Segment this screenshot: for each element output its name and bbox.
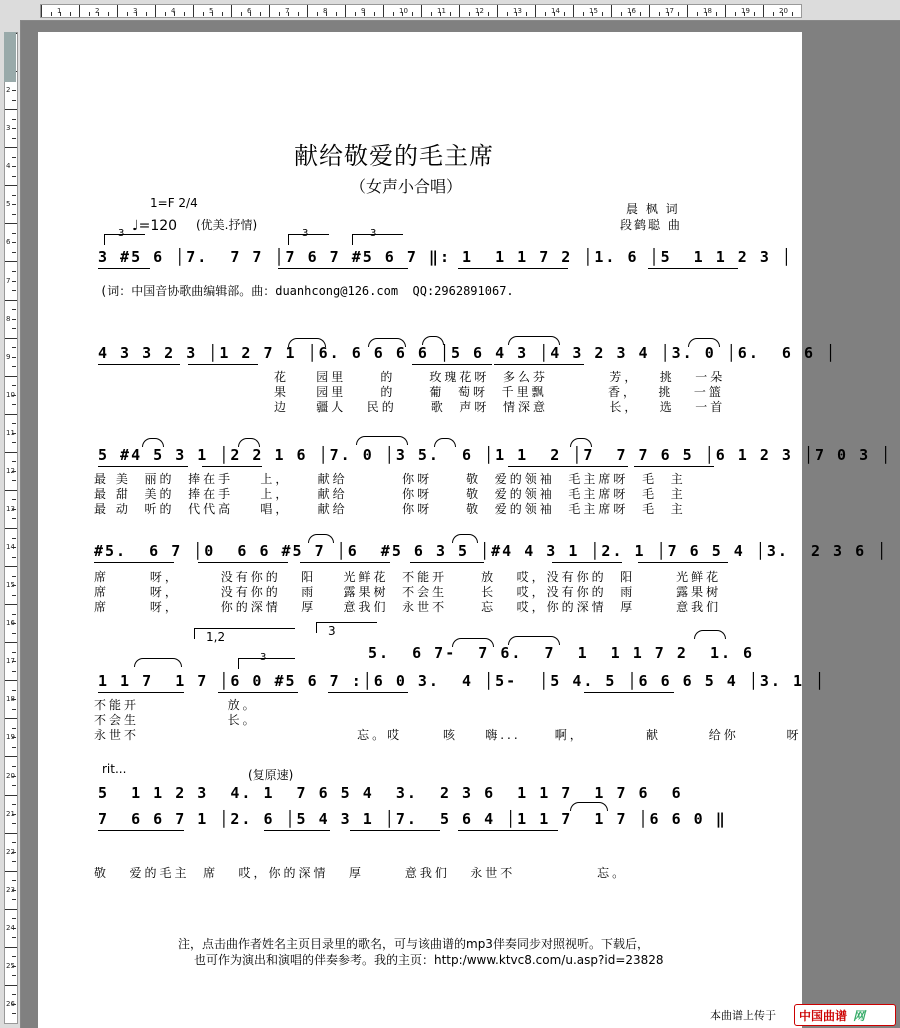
slur <box>508 336 560 345</box>
beam <box>648 268 738 269</box>
footer-note-line-2: 也可作为演出和演唱的伴奏参考。我的主页：http:/www.ktvc8.com/u.asp?id=23828 <box>194 953 664 967</box>
site-name-suffix: 网 <box>853 1009 866 1023</box>
top-ruler-track <box>40 4 802 18</box>
triplet-number: 3 <box>302 228 309 239</box>
slur <box>288 338 326 347</box>
ruler-number: 15 <box>589 7 598 15</box>
ruler-tick <box>5 338 17 339</box>
ruler-tick <box>583 12 584 16</box>
ruler-tick <box>374 12 375 16</box>
ruler-tick <box>203 12 204 16</box>
lyrics-row-2-verse-2: 果 园里 的 葡 萄呀 千里飘 香， 挑 一篮 <box>274 385 724 399</box>
ruler-tick <box>12 937 16 938</box>
ruler-tick <box>12 366 16 367</box>
ruler-tick <box>535 5 536 17</box>
ruler-number: 8 <box>323 7 328 15</box>
ruler-tick <box>12 271 16 272</box>
ruler-tick <box>12 975 16 976</box>
ruler-tick <box>12 557 16 558</box>
ruler-tick <box>5 185 17 186</box>
beam <box>552 562 622 563</box>
ruler-tick <box>640 12 641 16</box>
ruler-tick <box>12 90 16 91</box>
triplet-number: 3 <box>370 228 377 239</box>
ruler-tick <box>12 195 16 196</box>
ruler-number: 2 <box>95 7 100 15</box>
lyrics-row-2-verse-3: 边 疆人 民的 歌 声呀 情深意 长， 选 一首 <box>274 400 726 414</box>
ruler-tick <box>12 347 16 348</box>
ruler-number: 14 <box>551 7 560 15</box>
ruler-number: 22 <box>6 847 15 856</box>
ruler-tick <box>12 166 16 167</box>
beam <box>98 364 180 365</box>
left-ruler-track <box>4 32 18 1024</box>
beam <box>458 268 568 269</box>
ruler-tick <box>70 12 71 16</box>
ruler-tick <box>12 157 16 158</box>
ruler-tick <box>659 12 660 16</box>
ruler-tick <box>12 918 16 919</box>
beam <box>458 830 558 831</box>
ruler-tick <box>12 204 16 205</box>
beam <box>202 466 262 467</box>
ruler-tick <box>193 5 194 17</box>
ruler-tick <box>12 252 16 253</box>
ruler-tick <box>5 300 17 301</box>
triplet-bracket <box>104 234 145 245</box>
ruler-tick <box>12 385 16 386</box>
beam <box>98 466 188 467</box>
triplet-bracket <box>288 234 329 245</box>
ruler-tick <box>222 12 223 16</box>
ruler-number: 25 <box>6 961 15 970</box>
ruler-tick <box>687 5 688 17</box>
ruler-tick <box>12 309 16 310</box>
beam <box>328 692 408 693</box>
ruler-tick <box>12 100 16 101</box>
ruler-number: 20 <box>779 7 788 15</box>
slur <box>570 802 608 811</box>
lyrics-row-3-verse-3: 最 动 听的 代代高 唱， 献给 你呀 敬 爱的领袖 毛主席呀 毛 主 <box>94 502 686 516</box>
ruler-tick <box>51 12 52 16</box>
ruler-tick <box>184 12 185 16</box>
ruler-tick <box>12 281 16 282</box>
lyrics-row-5-verse-2: 不会生 长。 <box>94 713 258 727</box>
ruler-tick <box>5 756 17 757</box>
beam <box>218 692 298 693</box>
lyrics-row-4-verse-1: 席 呀， 没有你的 阳 光鲜花 不能开 放 哎，没有你的 阳 光鲜花 <box>94 570 722 584</box>
ruler-tick <box>488 12 489 16</box>
expression-marking: (优美.抒情) <box>196 218 258 232</box>
ruler-tick <box>5 414 17 415</box>
composer: 段鹤聪 曲 <box>620 218 682 232</box>
ruler-tick <box>421 5 422 17</box>
notation-row-1: 3 #5 6 │7. 7 7 │7 6 7 #5 6 7 ‖: 1 1 1 7 2 │1. 6 │5 1 1 2 3 │ <box>98 248 793 266</box>
ruler-number: 11 <box>6 428 15 437</box>
ruler-tick <box>108 12 109 16</box>
ruler-tick <box>716 12 717 16</box>
beam <box>410 562 484 563</box>
ruler-number: 19 <box>741 7 750 15</box>
ruler-tick <box>12 842 16 843</box>
ruler-tick <box>383 5 384 17</box>
ruler-number: 8 <box>6 314 11 323</box>
ruler-number: 19 <box>6 733 15 742</box>
ruler-number: 9 <box>361 7 366 15</box>
ruler-tick <box>5 147 17 148</box>
ruler-tick <box>12 138 16 139</box>
ruler-number: 23 <box>6 885 15 894</box>
ruler-tick <box>5 642 17 643</box>
ruler-tick <box>773 12 774 16</box>
ruler-tick <box>611 5 612 17</box>
ruler-tick <box>5 109 17 110</box>
ruler-tick <box>12 576 16 577</box>
ruler-number: 18 <box>6 695 15 704</box>
ruler-tick <box>260 12 261 16</box>
triplet-bracket <box>238 658 295 669</box>
ruler-tick <box>564 12 565 16</box>
ruler-tick <box>459 5 460 17</box>
ruler-tick <box>12 595 16 596</box>
ruler-tick <box>12 747 16 748</box>
ruler-tick <box>279 12 280 16</box>
notation-row-3: 5 #4 5 3 1 │2 2 1 6 │7. 0 │3 5. 6 │1 1 2 │7 7 7 6 5 │6 1 2 3 │7 0 3 │ <box>98 446 893 464</box>
song-title: 献给敬爱的毛主席 <box>294 142 494 170</box>
ruler-tick <box>649 5 650 17</box>
credit-line: (词：中国音协歌曲编辑部。曲：duanhcong@126.com QQ:2962891067. <box>100 284 514 298</box>
ruler-tick <box>12 319 16 320</box>
beam <box>94 562 174 563</box>
ruler-margin-handle[interactable] <box>4 32 16 82</box>
beam <box>98 830 184 831</box>
ruler-tick <box>336 12 337 16</box>
lyrics-row-3-verse-1: 最 美 丽的 捧在手 上， 献给 你呀 敬 爱的领袖 毛主席呀 毛 主 <box>94 472 686 486</box>
notation-row-5-upper: 5. 6 7- 7 6. 7 1 1 1 7 2 1. 6 <box>368 644 755 662</box>
ruler-number: 18 <box>703 7 712 15</box>
ruler-tick <box>12 709 16 710</box>
ruler-tick <box>412 12 413 16</box>
slur <box>134 658 182 667</box>
ruler-tick <box>355 12 356 16</box>
slur <box>368 338 406 347</box>
ruler-number: 17 <box>665 7 674 15</box>
ritardando-marking: rit... <box>102 762 127 776</box>
ruler-tick <box>450 12 451 16</box>
ruler-tick <box>12 214 16 215</box>
ruler-number: 4 <box>171 7 176 15</box>
ruler-number: 9 <box>6 352 11 361</box>
ruler-tick <box>12 861 16 862</box>
ruler-number: 13 <box>6 504 15 513</box>
lyrics-row-2-verse-1: 花 园里 的 玫瑰花呀 多么芬 芳， 挑 一朵 <box>274 370 726 384</box>
ruler-tick <box>127 12 128 16</box>
ruler-tick <box>12 119 16 120</box>
ruler-tick <box>12 728 16 729</box>
beam <box>264 830 330 831</box>
lyrics-row-5-verse-1: 不能开 放。 <box>94 698 258 712</box>
ruler-number: 4 <box>6 162 11 171</box>
lyrics-row-3-verse-2: 最 甜 美的 捧在手 上， 献给 你呀 敬 爱的领袖 毛主席呀 毛 主 <box>94 487 686 501</box>
beam <box>188 364 258 365</box>
ruler-tick <box>12 357 16 358</box>
top-ruler <box>0 0 900 21</box>
ruler-number: 14 <box>6 543 15 552</box>
ruler-tick <box>12 423 16 424</box>
beam <box>584 692 674 693</box>
ruler-number: 3 <box>133 7 138 15</box>
ruler-tick <box>5 680 17 681</box>
ruler-tick <box>621 12 622 16</box>
ruler-tick <box>12 233 16 234</box>
upload-label: 本曲谱上传于 <box>710 1009 776 1022</box>
beam <box>198 562 288 563</box>
beam <box>508 466 628 467</box>
ruler-tick <box>602 12 603 16</box>
ruler-tick <box>317 12 318 16</box>
ruler-tick <box>146 12 147 16</box>
ruler-tick <box>12 614 16 615</box>
ruler-number: 5 <box>6 200 11 209</box>
ruler-tick <box>12 176 16 177</box>
ruler-number: 10 <box>399 7 408 15</box>
ruler-number: 3 <box>6 124 11 133</box>
beam <box>300 562 390 563</box>
ruler-number: 2 <box>6 86 11 95</box>
ruler-tick <box>5 985 17 986</box>
ruler-tick <box>155 5 156 17</box>
ruler-tick <box>231 5 232 17</box>
ruler-tick <box>5 604 17 605</box>
ruler-tick <box>697 12 698 16</box>
slur <box>694 630 726 639</box>
slur <box>308 534 334 543</box>
ruler-tick <box>12 461 16 462</box>
site-name: 中国曲谱 <box>799 1009 848 1023</box>
ruler-number: 13 <box>513 7 522 15</box>
ruler-number: 20 <box>6 771 15 780</box>
ruler-number: 5 <box>209 7 214 15</box>
ruler-tick <box>12 671 16 672</box>
ruler-number: 11 <box>437 7 446 15</box>
ruler-tick <box>393 12 394 16</box>
ruler-tick <box>5 528 17 529</box>
triplet-number: 3 <box>260 652 267 663</box>
ruler-tick <box>307 5 308 17</box>
slur <box>238 438 260 447</box>
lyrics-row-4-verse-3: 席 呀， 你的深情 厚 意我们 永世不 忘 哎，你的深情 厚 意我们 <box>94 600 722 614</box>
volta-1-label: 1,2 <box>206 630 226 644</box>
ruler-tick <box>12 652 16 653</box>
ruler-tick <box>526 12 527 16</box>
ruler-tick <box>5 795 17 796</box>
left-ruler <box>0 20 21 1028</box>
ruler-number: 16 <box>627 7 636 15</box>
ruler-tick <box>12 1013 16 1014</box>
ruler-number: 24 <box>6 923 15 932</box>
beam <box>494 364 584 365</box>
beam <box>634 466 714 467</box>
ruler-tick <box>5 947 17 948</box>
slur <box>452 534 478 543</box>
beam <box>98 692 184 693</box>
ruler-tick <box>12 499 16 500</box>
slur <box>356 436 408 445</box>
tempo-marking: ♩=120 <box>132 218 178 234</box>
beam <box>278 268 408 269</box>
ruler-tick <box>12 823 16 824</box>
ruler-tick <box>5 261 17 262</box>
footer-note-line-1: 注，点击曲作者姓名主页目录里的歌名，可与该曲谱的mp3伴奏同步对照视听。下载后， <box>178 937 649 951</box>
notation-row-6: 7 6 6 7 1 │2. 6 │5 4 3 1 │7. 5 6 4 │1 1 7 1 7 │6 6 0 ‖ <box>98 810 727 828</box>
ruler-tick <box>12 480 16 481</box>
ruler-tick <box>469 12 470 16</box>
ruler-tick <box>298 12 299 16</box>
ruler-tick <box>12 956 16 957</box>
ruler-tick <box>117 5 118 17</box>
key-signature: 1=F 2/4 <box>150 196 198 210</box>
ruler-tick <box>345 5 346 17</box>
ruler-number: 12 <box>475 7 484 15</box>
ruler-tick <box>5 566 17 567</box>
ruler-tick <box>763 5 764 17</box>
lyrics-row-6: 敬 爱的毛主 席 哎，你的深情 厚 意我们 永世不 忘。 <box>94 866 628 880</box>
ruler-tick <box>431 12 432 16</box>
ruler-tick <box>12 633 16 634</box>
ruler-tick <box>792 12 793 16</box>
ruler-tick <box>12 242 16 243</box>
lyrics-row-5-verse-3: 永世不 忘。哎 咳 嗨... 啊， 献 给你 呀 <box>94 728 802 742</box>
ruler-number: 6 <box>6 238 11 247</box>
ruler-tick <box>12 994 16 995</box>
ruler-tick <box>545 12 546 16</box>
ruler-tick <box>12 880 16 881</box>
ruler-tick <box>573 5 574 17</box>
volta-2-label: 3 <box>328 624 336 638</box>
upload-branding <box>700 1002 900 1028</box>
notation-row-6-upper: 5 1 1 2 3 4. 1 7 6 5 4 3. 2 3 6 1 1 7 1 7 6 6 <box>98 784 683 802</box>
ruler-tick <box>5 452 17 453</box>
ruler-tick <box>12 690 16 691</box>
ruler-number: 7 <box>6 276 11 285</box>
ruler-tick <box>89 12 90 16</box>
volta-bracket-2 <box>316 622 377 633</box>
ruler-number: 26 <box>6 999 15 1008</box>
slur <box>452 638 494 647</box>
beam <box>98 268 150 269</box>
ruler-tick <box>5 490 17 491</box>
ruler-tick <box>12 538 16 539</box>
slur <box>142 438 164 447</box>
ruler-tick <box>5 871 17 872</box>
ruler-number: 12 <box>6 466 15 475</box>
ruler-tick <box>12 328 16 329</box>
slur <box>434 438 456 447</box>
song-subtitle: （女声小合唱） <box>350 177 463 196</box>
ruler-number: 21 <box>6 809 15 818</box>
ruler-tick <box>725 5 726 17</box>
ruler-tick <box>12 785 16 786</box>
beam <box>412 364 492 365</box>
ruler-tick <box>12 442 16 443</box>
ruler-number: 16 <box>6 619 15 628</box>
ruler-tick <box>5 833 17 834</box>
ruler-number: 7 <box>285 7 290 15</box>
lyricist: 晨 枫 词 <box>626 202 680 216</box>
ruler-number: 1 <box>57 7 62 15</box>
ruler-tick <box>12 804 16 805</box>
ruler-tick <box>165 12 166 16</box>
ruler-tick <box>678 12 679 16</box>
ruler-tick <box>12 128 16 129</box>
notation-row-4: #5. 6 7 │0 6 6 #5 7 │6 #5 6 3 5 │#4 4 3 1 │2. 1 │7 6 5 4 │3. 2 3 6 │ <box>94 542 889 560</box>
ruler-tick <box>5 718 17 719</box>
ruler-tick <box>12 899 16 900</box>
ruler-number: 10 <box>6 390 15 399</box>
site-logo[interactable] <box>794 1004 896 1026</box>
a-tempo-marking: (复原速) <box>248 768 294 782</box>
triplet-number: 3 <box>118 228 125 239</box>
ruler-tick <box>754 12 755 16</box>
ruler-tick <box>79 5 80 17</box>
ruler-tick <box>735 12 736 16</box>
beam <box>350 830 440 831</box>
notation-row-2: 4 3 3 2 3 │1 2 7 1 │6. 6 6 6 6 │5 6 4 3 │4 3 2 3 4 │3. 0 │6. 6 6 │ <box>98 344 838 362</box>
ruler-tick <box>12 766 16 767</box>
ruler-tick <box>497 5 498 17</box>
slur <box>570 438 592 447</box>
notation-row-5: 1 1 7 1 7 │6 0 #5 6 7 :│6 0 3. 4 │5- │5 4. 5 │6 6 6 5 4 │3. 1 │ <box>98 672 827 690</box>
ruler-tick <box>5 909 17 910</box>
ruler-tick <box>507 12 508 16</box>
beam <box>638 562 728 563</box>
lyrics-row-4-verse-2: 席 呀， 没有你的 雨 露果树 不会生 长 哎，没有你的 雨 露果树 <box>94 585 722 599</box>
ruler-tick <box>12 404 16 405</box>
ruler-tick <box>12 518 16 519</box>
ruler-number: 17 <box>6 657 15 666</box>
ruler-tick <box>5 376 17 377</box>
slur <box>422 336 444 345</box>
ruler-number: 6 <box>247 7 252 15</box>
ruler-tick <box>5 223 17 224</box>
ruler-number: 15 <box>6 581 15 590</box>
triplet-bracket <box>352 234 403 245</box>
ruler-tick <box>12 290 16 291</box>
slur <box>688 338 720 347</box>
ruler-tick <box>41 5 42 17</box>
slur <box>508 636 560 645</box>
ruler-tick <box>241 12 242 16</box>
ruler-tick <box>269 5 270 17</box>
